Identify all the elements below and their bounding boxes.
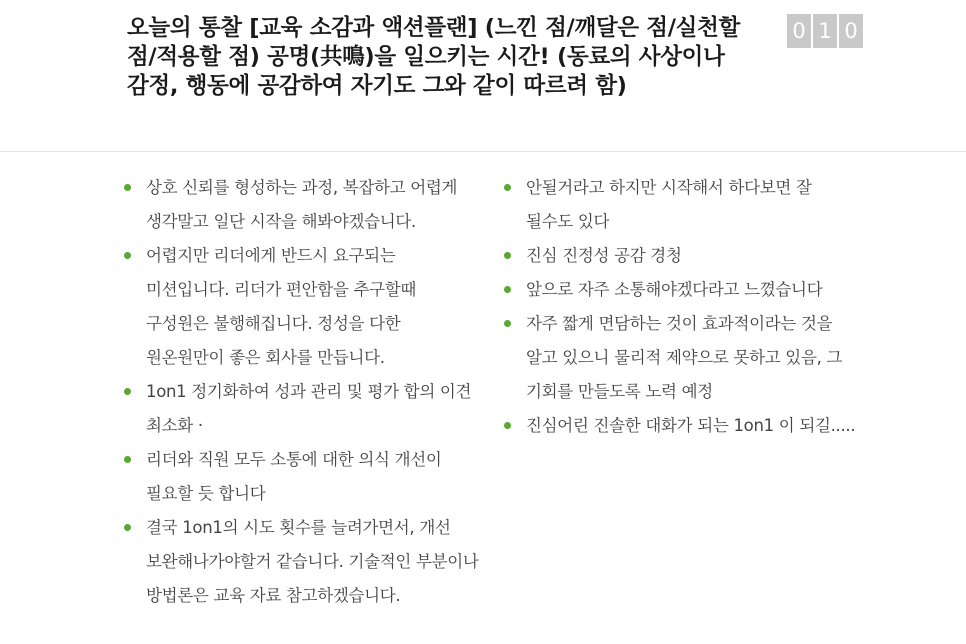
bullet-icon — [504, 320, 511, 327]
counter-digit: 0 — [839, 14, 863, 48]
list-item — [121, 239, 481, 375]
list-item — [121, 443, 481, 511]
item-list — [121, 171, 861, 621]
list-item-text: 진심어린 진솔한 대화가 되는 1on1 이 되길..... — [526, 416, 856, 435]
bullet-icon — [124, 184, 131, 191]
list-item-text: 자주 짧게 면담하는 것이 효과적이라는 것을 알고 있으니 물리적 제약으로 못하고 있음, 그 기회를 만들도록 노력 예정 — [526, 314, 843, 401]
list-item-text: 결국 1on1의 시도 횟수를 늘려가면서, 개선 보완해나가야할거 같습니다. 기술적인 부분이나 방법론은 교육 자료 참고하겠습니다. — [146, 518, 479, 605]
list-item-text: 진심 진정성 공감 경청 — [526, 246, 682, 265]
bullet-icon — [504, 422, 511, 429]
list-item-text: 상호 신뢰를 형성하는 과정, 복잡하고 어렵게 생각말고 일단 시작을 해봐야겠습니다. — [146, 178, 458, 231]
counter-digit: 1 — [813, 14, 837, 48]
list-item — [501, 307, 861, 409]
list-item — [121, 375, 481, 443]
counter-digit: 0 — [787, 14, 811, 48]
bullet-icon — [124, 524, 131, 531]
bullet-icon — [124, 456, 131, 463]
list-item — [501, 409, 861, 443]
list-item — [121, 171, 481, 239]
bullet-icon — [504, 252, 511, 259]
bullet-icon — [124, 252, 131, 259]
list-item-text: 리더와 직원 모두 소통에 대한 의식 개선이 필요할 듯 합니다 — [146, 450, 442, 503]
counter — [787, 14, 863, 48]
list-item-text: 1on1 정기화하여 성과 관리 및 평가 합의 이견 최소화 · — [146, 382, 472, 435]
page-title: 오늘의 통찰 [교육 소감과 액션플랜] (느낀 점/깨달은 점/실천할 점/적용할 점) 공명(共鳴)을 일으키는 시간! (동료의 사상이나 감정, 행동에 공감하여 자기도 그와 같이 따르려 함) — [127, 15, 740, 99]
list-item-text: 앞으로 자주 소통해야겠다라고 느꼈습니다 — [526, 280, 823, 299]
bullet-icon — [124, 388, 131, 395]
bullet-icon — [504, 286, 511, 293]
list-item — [501, 273, 861, 307]
list-item-text: 안될거라고 하지만 시작해서 하다보면 잘 될수도 있다 — [526, 178, 812, 231]
list-item-text: 어렵지만 리더에게 반드시 요구되는 미션입니다. 리더가 편안함을 추구할때 구성원은 불행해집니다. 정성을 다한 원온원만이 좋은 회사를 만듭니다. — [146, 246, 417, 367]
list-item — [501, 239, 861, 273]
header — [0, 0, 966, 152]
list-item — [501, 171, 861, 239]
content-columns — [121, 171, 861, 621]
bullet-icon — [504, 184, 511, 191]
list-item — [121, 511, 481, 613]
